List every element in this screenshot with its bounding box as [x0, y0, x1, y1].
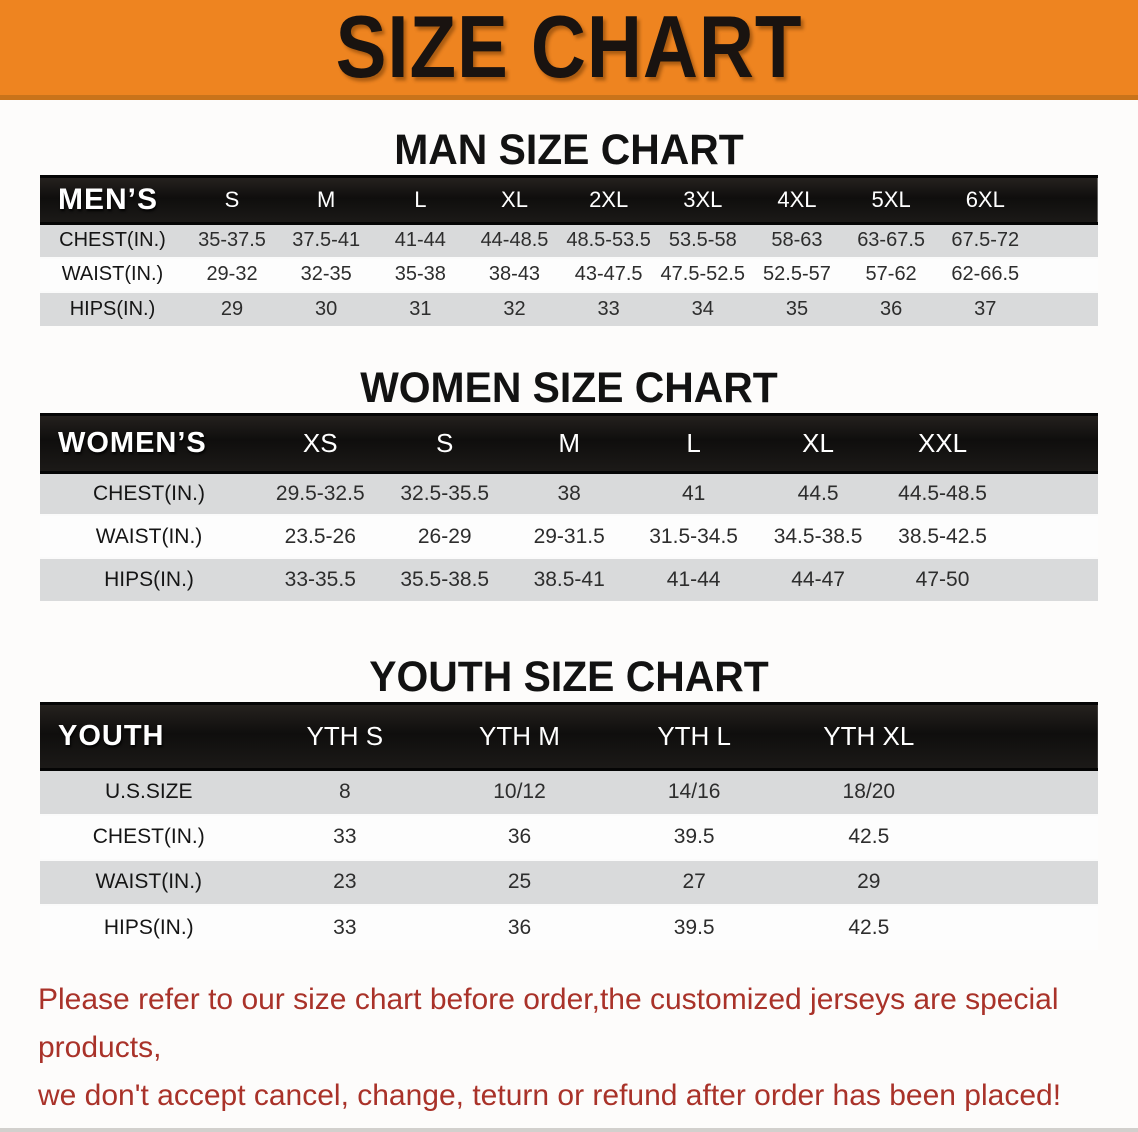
value-cell: 34	[691, 297, 714, 320]
youth-section-heading: YOUTH SIZE CHART	[369, 653, 769, 701]
spacer-cell	[1005, 414, 1098, 472]
table-corner-label: MEN’S	[40, 177, 185, 224]
table-header	[40, 414, 1098, 472]
spacer-cell	[1032, 224, 1098, 258]
size-column-header: M	[279, 177, 373, 224]
size-column-header: L	[373, 177, 467, 224]
value-cell: 63-67.5	[857, 229, 926, 252]
value-cell: 37.5-41	[292, 229, 361, 252]
row-label: WAIST(IN.)	[95, 870, 203, 893]
value-cell: 43-47.5	[574, 263, 643, 285]
value-cell: 58-63	[771, 229, 823, 252]
value-cell: 29.5-32.5	[275, 481, 365, 505]
value-cell: 53.5-58	[668, 229, 737, 252]
value-cell: 32-35	[300, 263, 352, 285]
value-cell: 37	[974, 297, 997, 320]
value-cell: 8	[339, 780, 351, 804]
row-label: HIPS(IN.)	[69, 297, 156, 320]
size-column-header: YTH M	[432, 704, 607, 770]
table-body	[40, 770, 1098, 950]
value-cell: 29	[220, 297, 244, 320]
value-cell: 39.5	[673, 825, 715, 848]
banner	[0, 0, 1138, 100]
value-cell: 34.5-38.5	[773, 524, 863, 548]
size-column-header: 5XL	[844, 177, 938, 224]
spacer-cell	[1032, 258, 1098, 292]
value-cell: 31	[409, 297, 432, 320]
value-cell: 26-29	[417, 524, 472, 548]
value-cell: 33	[597, 297, 620, 320]
spacer-cell	[1032, 292, 1098, 326]
value-cell: 38	[557, 481, 581, 505]
value-cell: 44.5	[797, 481, 839, 505]
row-label: CHEST(IN.)	[92, 825, 205, 848]
value-cell: 42.5	[848, 825, 890, 848]
image-bottom-edge	[0, 1128, 1138, 1132]
spacer-cell	[956, 815, 1098, 860]
size-column-header: 6XL	[938, 177, 1032, 224]
value-cell: 31.5-34.5	[649, 524, 738, 548]
table-row	[40, 224, 1098, 258]
value-cell: 38.5-42.5	[898, 524, 987, 548]
value-cell: 62-66.5	[951, 263, 1020, 285]
value-cell: 33	[333, 825, 357, 848]
table-row	[40, 472, 1098, 515]
value-cell: 18/20	[842, 780, 896, 804]
table-body	[40, 472, 1098, 601]
size-column-header: XL	[756, 414, 880, 472]
size-column-header: L	[631, 414, 755, 472]
value-cell: 29-32	[206, 263, 258, 285]
table-row	[40, 292, 1098, 326]
table-header	[40, 177, 1098, 224]
value-cell: 35-38	[394, 263, 446, 285]
header-row	[40, 704, 1098, 770]
value-cell: 47.5-52.5	[660, 263, 746, 285]
row-label: CHEST(IN.)	[93, 481, 206, 505]
value-cell: 44-47	[791, 568, 845, 591]
table-corner-label: YOUTH	[40, 704, 258, 770]
value-cell: 36	[507, 825, 532, 848]
value-cell: 44.5-48.5	[898, 481, 987, 505]
row-label: U.S.SIZE	[104, 780, 193, 804]
women-section-heading: WOMEN SIZE CHART	[360, 363, 778, 412]
value-cell: 67.5-72	[951, 229, 1020, 252]
disclaimer-text	[38, 976, 1100, 1120]
table-row	[40, 258, 1098, 292]
size-column-header: M	[507, 414, 631, 472]
value-cell: 30	[315, 297, 338, 320]
men-size-table	[40, 175, 1098, 326]
table-corner-label: WOMEN’S	[40, 414, 258, 472]
table-row	[40, 815, 1098, 860]
size-column-header: 3XL	[656, 177, 750, 224]
value-cell: 52.5-57	[763, 263, 831, 285]
spacer-cell	[1032, 177, 1098, 224]
spacer-cell	[956, 860, 1098, 905]
value-cell: 42.5	[848, 915, 890, 939]
spacer-cell	[956, 905, 1098, 950]
value-cell: 41	[681, 481, 706, 505]
row-label: WAIST(IN.)	[61, 263, 164, 285]
value-cell: 32.5-35.5	[400, 481, 490, 505]
table-row	[40, 558, 1098, 601]
table-row	[40, 905, 1098, 950]
size-column-header: XL	[467, 177, 561, 224]
size-column-header: 2XL	[562, 177, 656, 224]
table-row	[40, 770, 1098, 815]
spacer-cell	[1005, 515, 1098, 558]
value-cell: 32	[503, 297, 526, 320]
row-label: CHEST(IN.)	[59, 229, 166, 252]
table-header	[40, 704, 1098, 770]
value-cell: 41-44	[394, 229, 446, 252]
value-cell: 48.5-53.5	[566, 229, 651, 252]
women-size-table	[40, 413, 1098, 602]
value-cell: 38.5-41	[533, 568, 605, 591]
size-column-header: 4XL	[750, 177, 844, 224]
value-cell: 47-50	[915, 568, 970, 591]
youth-size-table	[40, 702, 1098, 950]
table-row	[40, 860, 1098, 905]
value-cell: 33	[333, 915, 357, 939]
value-cell: 41-44	[666, 568, 721, 591]
value-cell: 14/16	[667, 780, 721, 804]
size-column-header: YTH XL	[781, 704, 956, 770]
row-label: HIPS(IN.)	[104, 568, 194, 591]
size-column-header: S	[185, 177, 279, 224]
size-column-header: S	[383, 414, 507, 472]
value-cell: 38-43	[488, 263, 541, 285]
value-cell: 35.5-38.5	[400, 568, 490, 591]
value-cell: 25	[507, 870, 532, 893]
value-cell: 36	[507, 915, 532, 939]
value-cell: 33-35.5	[284, 568, 356, 591]
size-column-header: YTH S	[258, 704, 433, 770]
value-cell: 10/12	[493, 780, 546, 804]
table-body	[40, 224, 1098, 326]
disclaimer-line-2: we don't accept cancel, change, teturn or refund after order has been placed!	[38, 1078, 1062, 1112]
size-column-header: XXL	[880, 414, 1004, 472]
value-cell: 23.5-26	[284, 524, 356, 548]
header-row	[40, 177, 1098, 224]
size-column-header: YTH L	[607, 704, 782, 770]
value-cell: 35-37.5	[198, 229, 266, 252]
value-cell: 39.5	[673, 915, 715, 939]
banner-title: SIZE CHART	[335, 0, 803, 97]
value-cell: 29-31.5	[533, 524, 605, 548]
value-cell: 36	[879, 297, 903, 320]
disclaimer-line-1: Please refer to our size chart before order,the customized jerseys are special products,	[38, 982, 1059, 1064]
value-cell: 29	[857, 870, 881, 893]
row-label: WAIST(IN.)	[95, 524, 203, 548]
man-section-heading: MAN SIZE CHART	[394, 126, 744, 174]
spacer-cell	[1005, 558, 1098, 601]
header-row	[40, 414, 1098, 472]
size-column-header: XS	[258, 414, 382, 472]
value-cell: 57-62	[865, 263, 917, 285]
spacer-cell	[956, 770, 1098, 815]
spacer-cell	[1005, 472, 1098, 515]
table-row	[40, 515, 1098, 558]
value-cell: 44-48.5	[480, 229, 549, 252]
row-label: HIPS(IN.)	[103, 915, 194, 939]
spacer-cell	[956, 704, 1098, 770]
value-cell: 27	[682, 870, 706, 893]
value-cell: 23	[333, 870, 357, 893]
value-cell: 35	[785, 297, 809, 320]
